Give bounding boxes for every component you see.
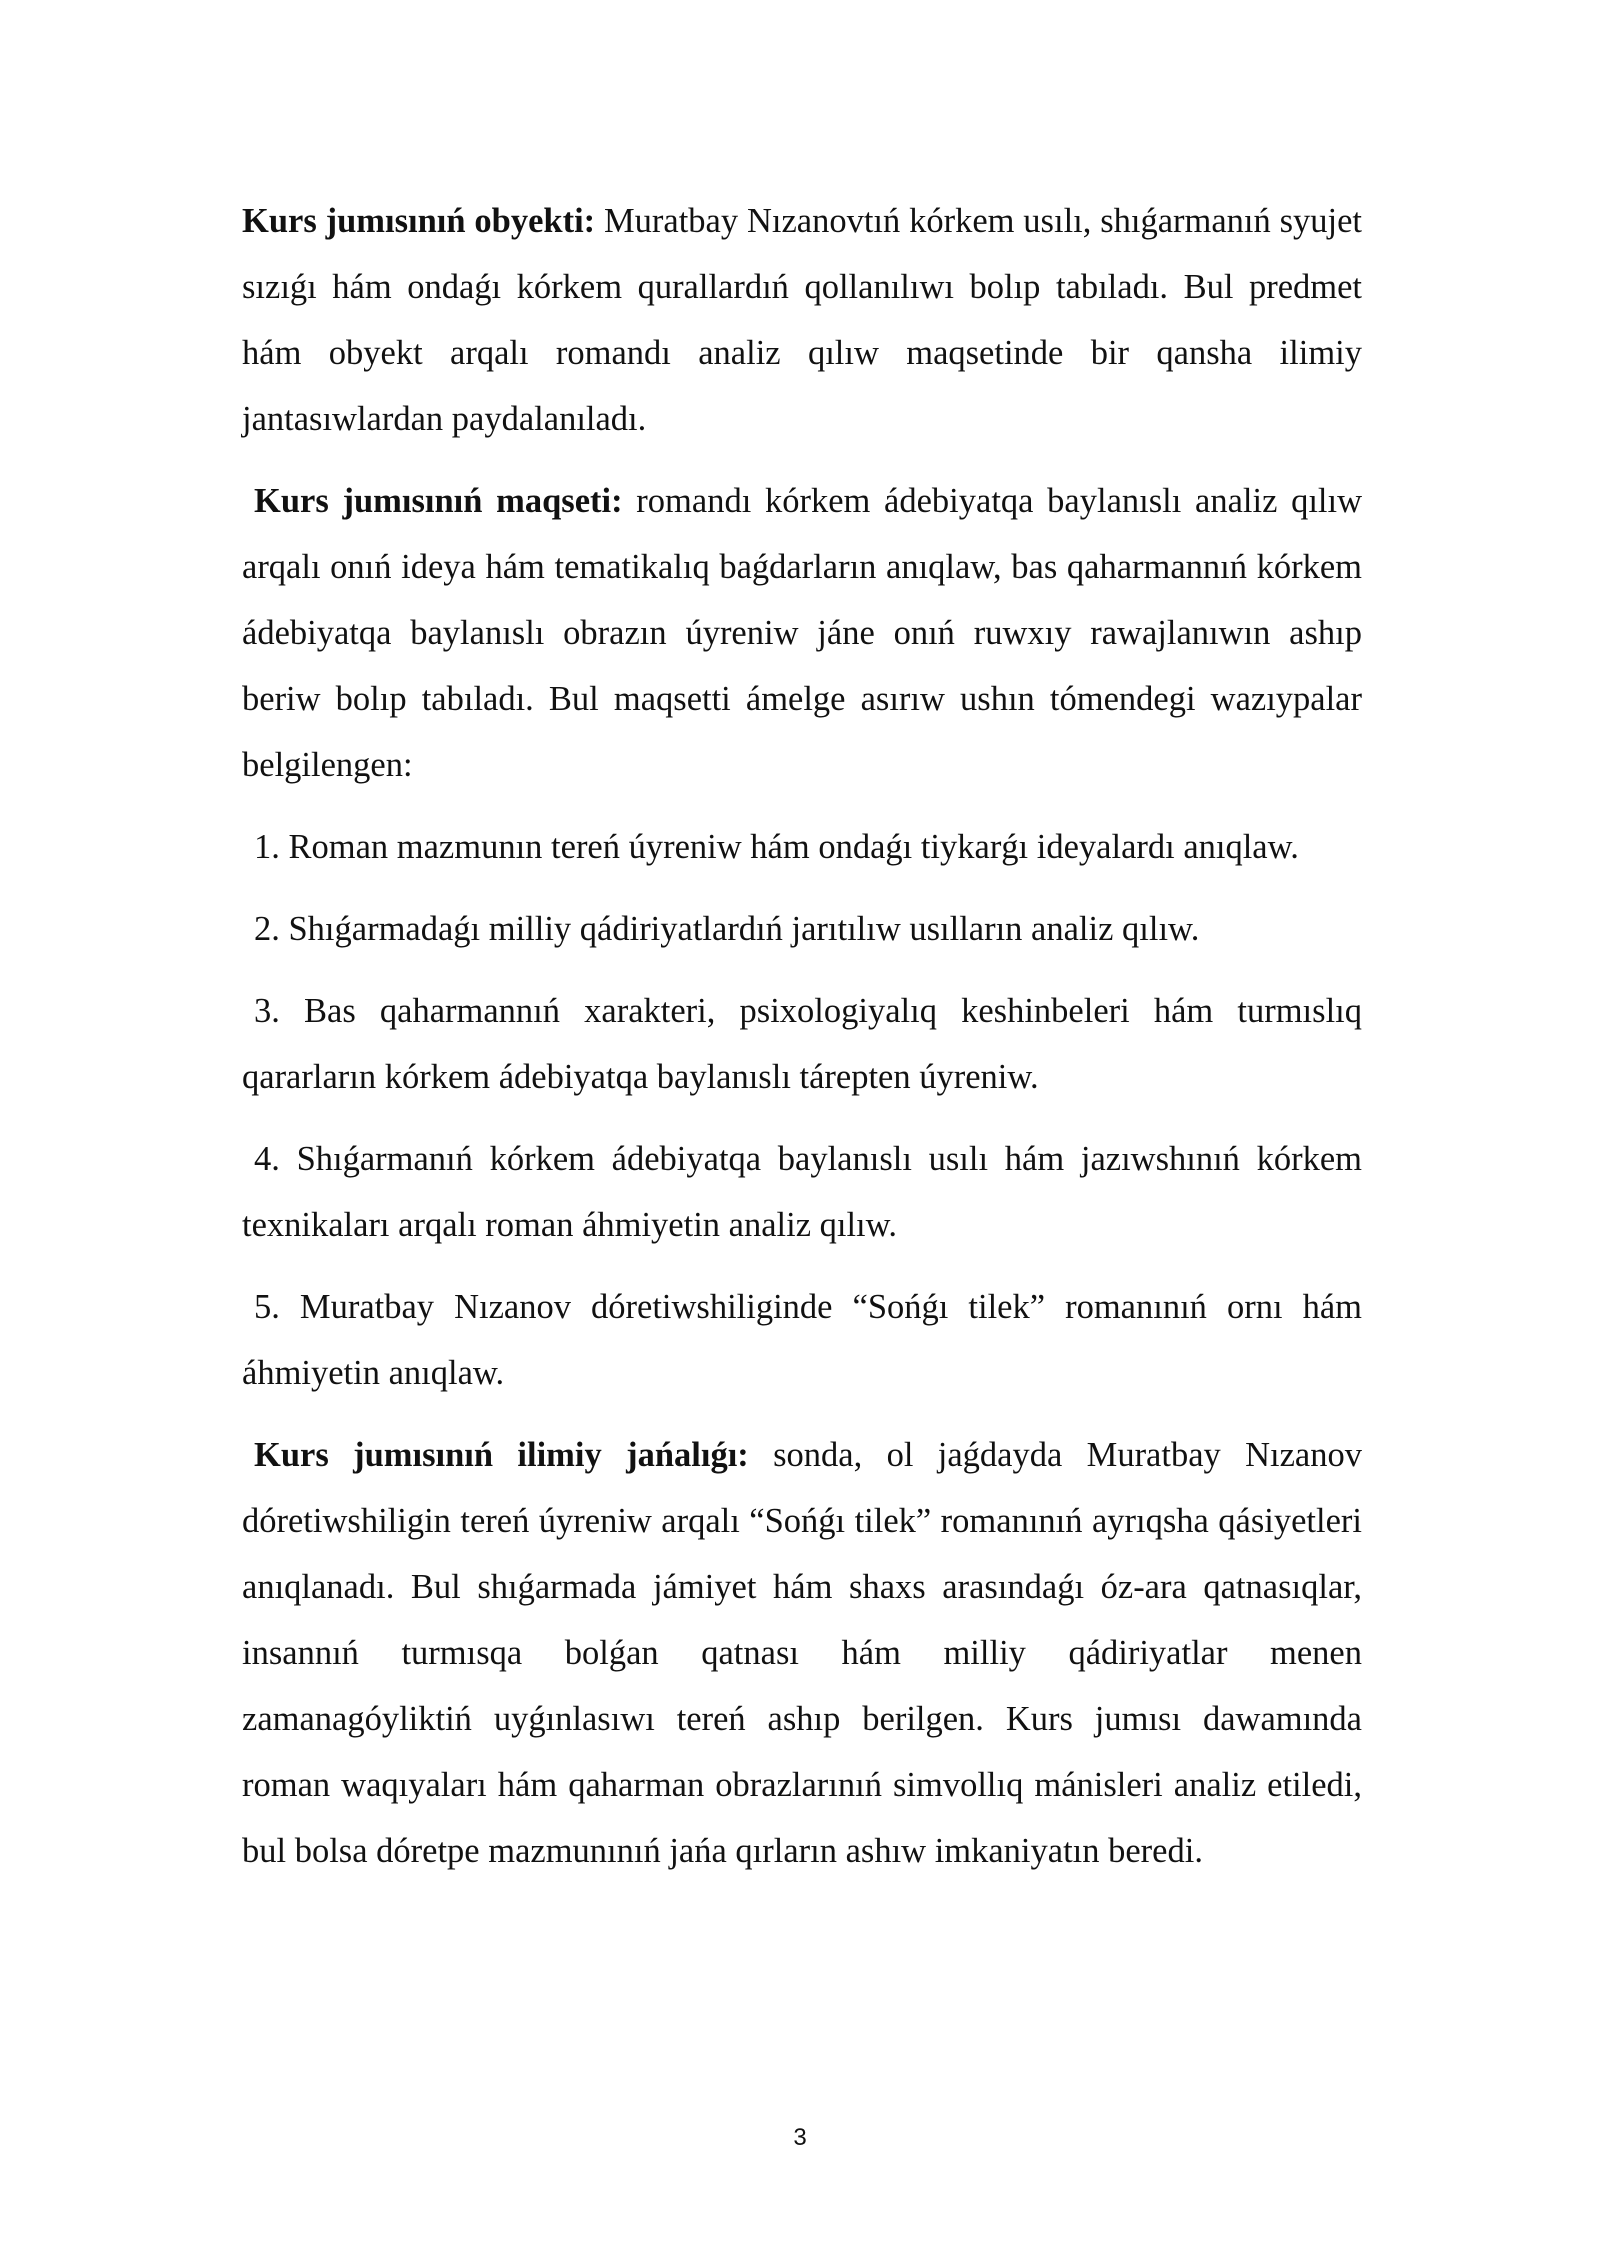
task-item-4 <box>242 1126 1362 1258</box>
paragraph-novelty-heading: Kurs jumısınıń ilimiy jańalıǵı: <box>254 1436 749 1474</box>
task-item-5-text: 5. Muratbay Nızanov dóretiwshiliginde “Sońǵı tilek” romanınıń ornı hám áhmiyetin anıqlaw. <box>242 1288 1362 1392</box>
paragraph-object-text: Muratbay Nızanovtıń kórkem usılı, shıǵarmanıń syujet sızıǵı hám ondaǵı kórkem qurallardıń qollanılıwı bolıp tabıladı. Bul predmet hám obyekt arqalı romandı analiz qılıw maqsetinde bir qansha ilimiy jantasıwlardan paydalanıladı. <box>242 202 1362 438</box>
task-item-2-text: 2. Shıǵarmadaǵı milliy qádiriyatlardıń jarıtılıw usılların analiz qılıw. <box>254 910 1200 948</box>
task-item-3-text: 3. Bas qaharmannıń xarakteri, psixologiyalıq keshinbeleri hám turmıslıq qararların kórkem ádebiyatqa baylanıslı tárepten úyreniw. <box>242 992 1362 1096</box>
task-item-2 <box>242 896 1362 962</box>
paragraph-novelty-text: sonda, ol jaǵdayda Muratbay Nızanov dóretiwshiligin tereń úyreniw arqalı “Sońǵı tilek” romanınıń ayrıqsha qásiyetleri anıqlanadı. Bul shıǵarmada jámiyet hám shaxs arasındaǵı óz-ara qatnasıqlar, insannıń turmısqa bolǵan qatnası hám milliy qádiriyatlar menen zamanagóyliktiń uyǵınlasıwı tereń ashıp berilgen. Kurs jumısı dawamında roman waqıyaları hám qaharman obrazlarınıń simvollıq mánisleri analiz etiledi, bul bolsa dóretpe mazmunınıń jańa qırların ashıw imkaniyatın beredi. <box>242 1436 1362 1870</box>
task-item-1 <box>242 814 1362 880</box>
paragraph-novelty <box>242 1422 1362 1884</box>
task-item-4-text: 4. Shıǵarmanıń kórkem ádebiyatqa baylanıslı usılı hám jazıwshınıń kórkem texnikaları arqalı roman áhmiyetin analiz qılıw. <box>242 1140 1362 1244</box>
paragraph-object <box>242 188 1362 452</box>
task-item-1-text: 1. Roman mazmunın tereń úyreniw hám ondaǵı tiykarǵı ideyalardı anıqlaw. <box>254 828 1299 866</box>
paragraph-object-heading: Kurs jumısınıń obyekti: <box>242 202 596 240</box>
paragraph-goal-heading: Kurs jumısınıń maqseti: <box>254 482 623 520</box>
task-item-5 <box>242 1274 1362 1406</box>
task-item-3 <box>242 978 1362 1110</box>
paragraph-goal-text: romandı kórkem ádebiyatqa baylanıslı analiz qılıw arqalı onıń ideya hám tematikalıq baǵdarların anıqlaw, bas qaharmannıń kórkem ádebiyatqa baylanıslı obrazın úyreniw jáne onıń ruwxıy rawajlanıwın ashıp beriw bolıp tabıladı. Bul maqsetti ámelge asırıw ushın tómendegi wazıypalar belgilengen: <box>242 482 1362 784</box>
paragraph-goal <box>242 468 1362 798</box>
page-number: 3 <box>793 2124 807 2151</box>
page-content <box>242 188 1362 1884</box>
